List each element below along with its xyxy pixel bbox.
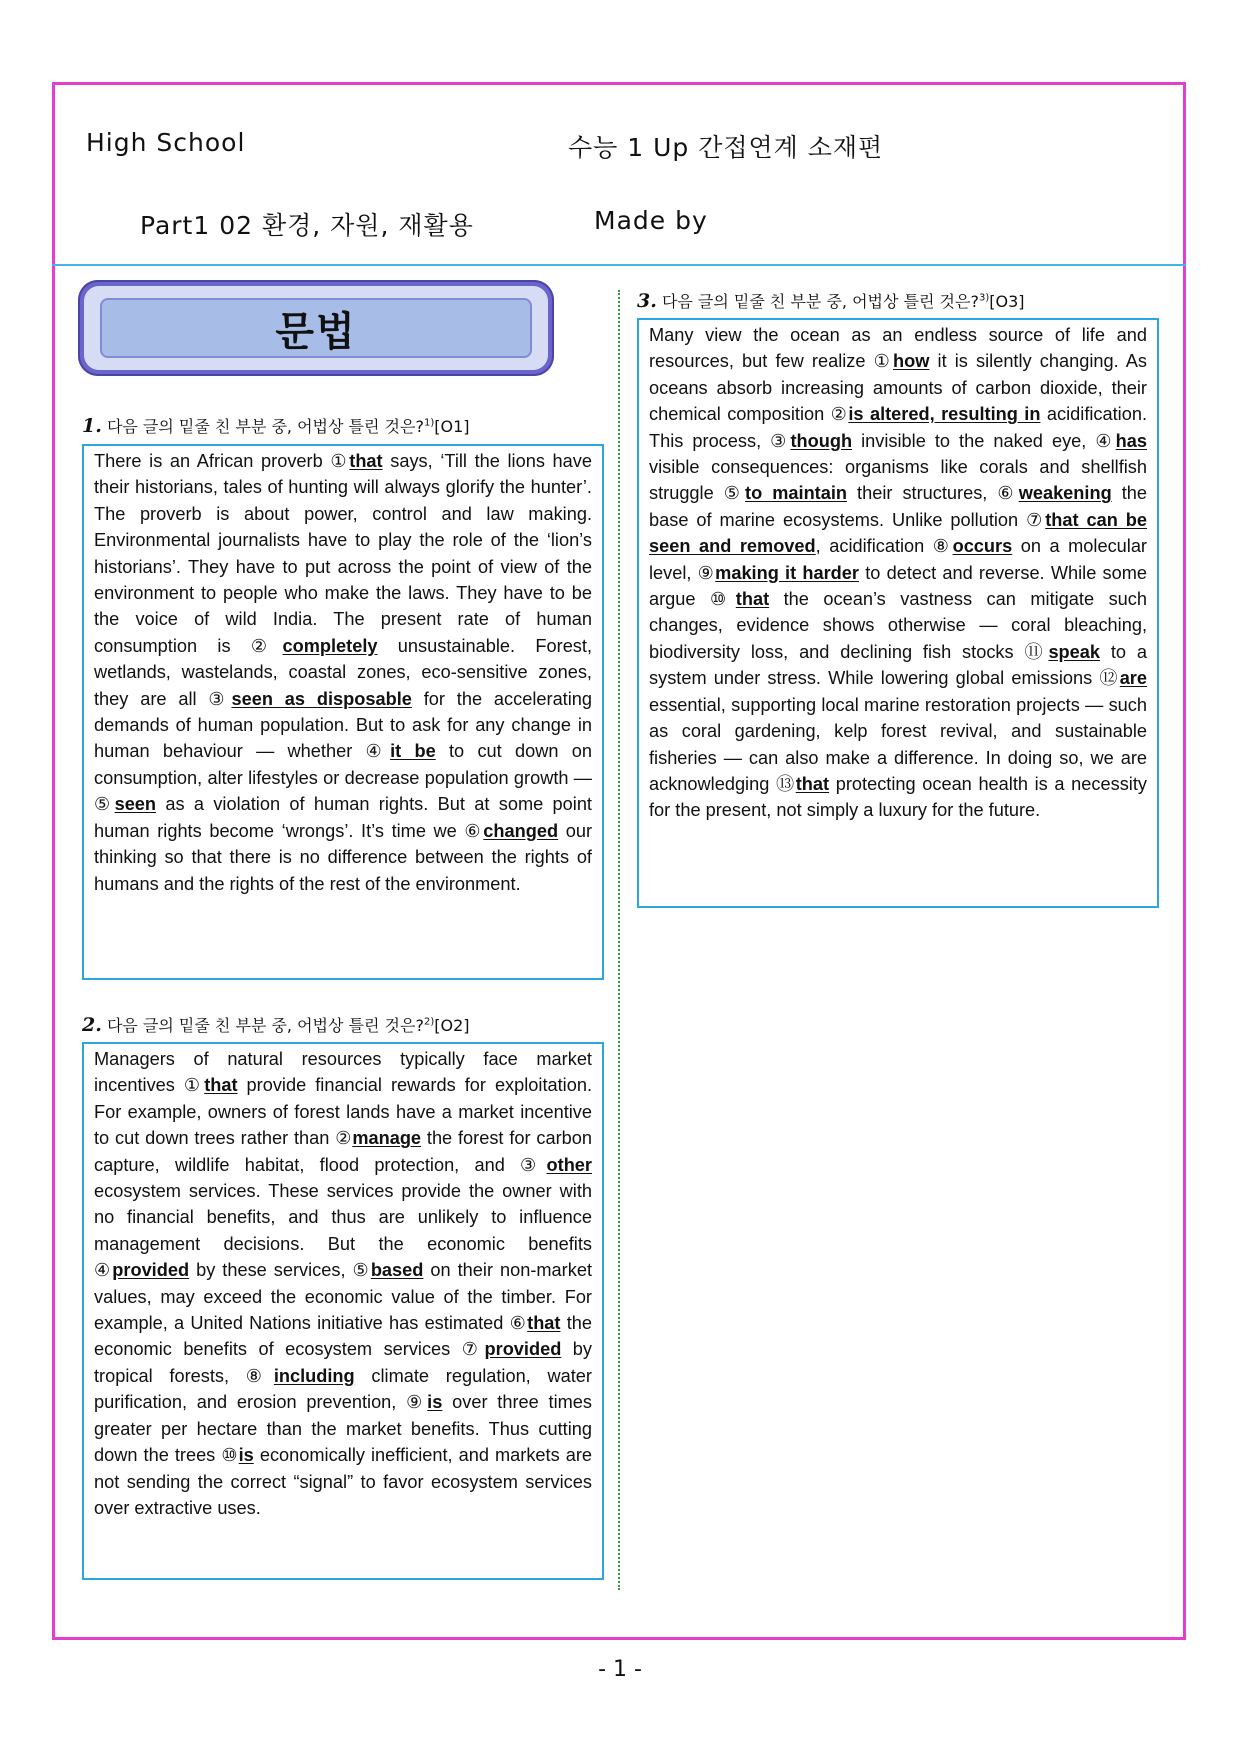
header-part: Part1 02 환경, 자원, 재활용 (140, 211, 474, 240)
underlined-choice: seen (114, 794, 157, 815)
question-code: [O3] (989, 292, 1025, 311)
question-prompt: 다음 글의 밑줄 친 부분 중, 어법상 틀린 것은? (661, 292, 979, 311)
passage-text: , acidification ⑧ (815, 536, 953, 557)
header-book-title: 수능 1 Up 간접연계 소재편 (568, 133, 884, 162)
underlined-choice: to maintain (745, 483, 848, 504)
question-3-passage (637, 318, 1159, 908)
underlined-choice: seen as disposable (231, 688, 412, 709)
underlined-choice: including (273, 1365, 355, 1386)
underlined-choice: manage (352, 1128, 422, 1149)
passage-text: the base of marine ecosystems. Unlike pollution ⑦ (649, 483, 1148, 530)
underlined-choice: that can be seen and removed (649, 509, 1147, 557)
page-number: - 1 - (598, 1657, 642, 1682)
question-number: 1. (82, 415, 102, 437)
question-2-header (82, 1013, 470, 1036)
underlined-choice: completely (282, 635, 378, 656)
underlined-choice: provided (484, 1339, 562, 1360)
question-code: [O2] (434, 1016, 470, 1035)
underlined-choice: is (427, 1392, 443, 1413)
footnote-ref: 3) (978, 292, 990, 304)
question-prompt: 다음 글의 밑줄 친 부분 중, 어법상 틀린 것은? (106, 417, 424, 436)
passage-text: climate regulation, water purification, and erosion prevention, ⑨ (94, 1365, 592, 1413)
underlined-choice: is (238, 1445, 254, 1466)
passage-text: the forest for carbon capture, wildlife habitat, flood protection, and ③ (94, 1128, 592, 1175)
passage-text: on a molecular level, ⑨ (649, 536, 1147, 583)
passage-text: says, ‘Till the lions have their historians, tales of hunting will always glorify the hunter’. The proverb is about power, control and law making. Environmental journalists have to play the role of the ‘lion’s historians’. They have to put across the point of view of the environment to people who make the laws. They have to be the voice of wild India. The present rate of human consumption is ② (94, 451, 592, 656)
passage-text: Managers of natural resources typically face market incentives ① (94, 1049, 592, 1096)
question-number: 2. (82, 1014, 102, 1036)
passage-text: over three times greater per hectare than the market benefits. Thus cutting down the trees ⑩ (94, 1392, 592, 1466)
underlined-choice: though (790, 430, 853, 451)
underlined-choice: that (795, 773, 830, 794)
passage-text: unsustainable. Forest, wetlands, wastelands, coastal zones, eco-sensitive zones, they are all ③ (94, 635, 593, 709)
passage-text: visible consequences: organisms like corals and shellfish struggle ⑤ (649, 457, 1147, 504)
underlined-choice: are (1119, 668, 1147, 689)
passage-text: their structures, ⑥ (847, 483, 1019, 504)
passage-text: for the accelerating demands of human population. But to ask for any change in human behaviour — whether ④ (94, 688, 593, 762)
footnote-ref: 1) (423, 417, 435, 429)
passage-text: provide financial rewards for exploitation. For example, owners of forest lands have a market incentive to cut down trees rather than ② (94, 1075, 593, 1149)
underlined-choice: that (349, 451, 383, 471)
passage-text: ecosystem services. These services provide the owner with no financial benefits, and thus are unlikely to influence management decisions. But the economic benefits ④ (94, 1181, 592, 1281)
passage-text: essential, supporting local marine restoration projects — such as coral gardening, kelp forest revival, and sustainable fisheries — can also make a difference. In doing so, we are acknowledging ⑬ (649, 694, 1147, 794)
passage-text: There is an African proverb ① (94, 451, 350, 471)
passage-text: it is silently changing. As oceans absorb increasing amounts of carbon dioxide, their chemical composition ② (649, 351, 1147, 425)
passage-text: as a violation of human rights. But at some point human rights become ‘wrongs’. It’s time we ⑥ (94, 794, 592, 841)
header-divider (52, 264, 1186, 266)
section-title-badge (78, 280, 554, 376)
passage-text: to a system under stress. While lowering global emissions ⑫ (649, 641, 1147, 689)
question-number: 3. (637, 290, 657, 312)
underlined-choice: based (370, 1260, 424, 1281)
underlined-choice: making it harder (715, 562, 859, 583)
underlined-choice: provided (112, 1260, 190, 1281)
header-author: Made by (594, 206, 708, 235)
passage-text: by tropical forests, ⑧ (94, 1339, 593, 1386)
underlined-choice: changed (483, 820, 559, 841)
underlined-choice: it be (390, 741, 436, 762)
question-3-header (637, 289, 1025, 312)
question-1-passage (82, 444, 604, 980)
underlined-choice: weakening (1018, 483, 1112, 504)
underlined-choice: that (527, 1313, 561, 1334)
passage-text: the economic benefits of ecosystem services ⑦ (94, 1313, 592, 1360)
section-title: 문법 (100, 298, 532, 358)
question-2-passage (82, 1042, 604, 1580)
passage-text: the ocean’s vastness can mitigate such changes, evidence shows otherwise — coral bleaching, biodiversity loss, and declining fish stocks ⑪ (649, 589, 1147, 662)
footnote-ref: 2) (423, 1016, 435, 1028)
question-prompt: 다음 글의 밑줄 친 부분 중, 어법상 틀린 것은? (106, 1016, 424, 1035)
passage-text: Many view the ocean as an endless source of life and resources, but few realize ① (649, 325, 1147, 372)
passage-text: invisible to the naked eye, ④ (852, 430, 1116, 451)
passage-text: on their non-market values, may exceed the economic value of the timber. For example, a United Nations initiative has estimated ⑥ (94, 1260, 592, 1334)
header-school: High School (86, 128, 246, 157)
underlined-choice: occurs (952, 536, 1013, 557)
underlined-choice: speak (1048, 641, 1101, 662)
passage-text: to cut down on consumption, alter lifestyles or decrease population growth — ⑤ (94, 741, 592, 815)
passage-text: by these services, ⑤ (189, 1260, 371, 1281)
question-1-header (82, 414, 470, 437)
passage-text: to detect and reverse. While some argue ⑩ (649, 562, 1147, 610)
passage-text: protecting ocean health is a necessity for the present, not simply a luxury for the future. (649, 773, 1147, 821)
passage-text: acidification. This process, ③ (649, 404, 1147, 451)
underlined-choice: how (893, 351, 930, 372)
underlined-choice: that (204, 1075, 238, 1096)
passage-text: economically inefficient, and markets are not sending the correct “signal” to favor ecosystem services over extractive uses. (94, 1445, 592, 1518)
underlined-choice: other (546, 1154, 592, 1175)
underlined-choice: has (1115, 430, 1148, 451)
underlined-choice: that (735, 589, 770, 610)
column-divider (618, 290, 620, 1590)
underlined-choice: is altered, resulting in (848, 404, 1041, 425)
passage-text: our thinking so that there is no difference between the rights of humans and the rights of the rest of the environment. (94, 820, 593, 894)
question-code: [O1] (434, 417, 470, 436)
